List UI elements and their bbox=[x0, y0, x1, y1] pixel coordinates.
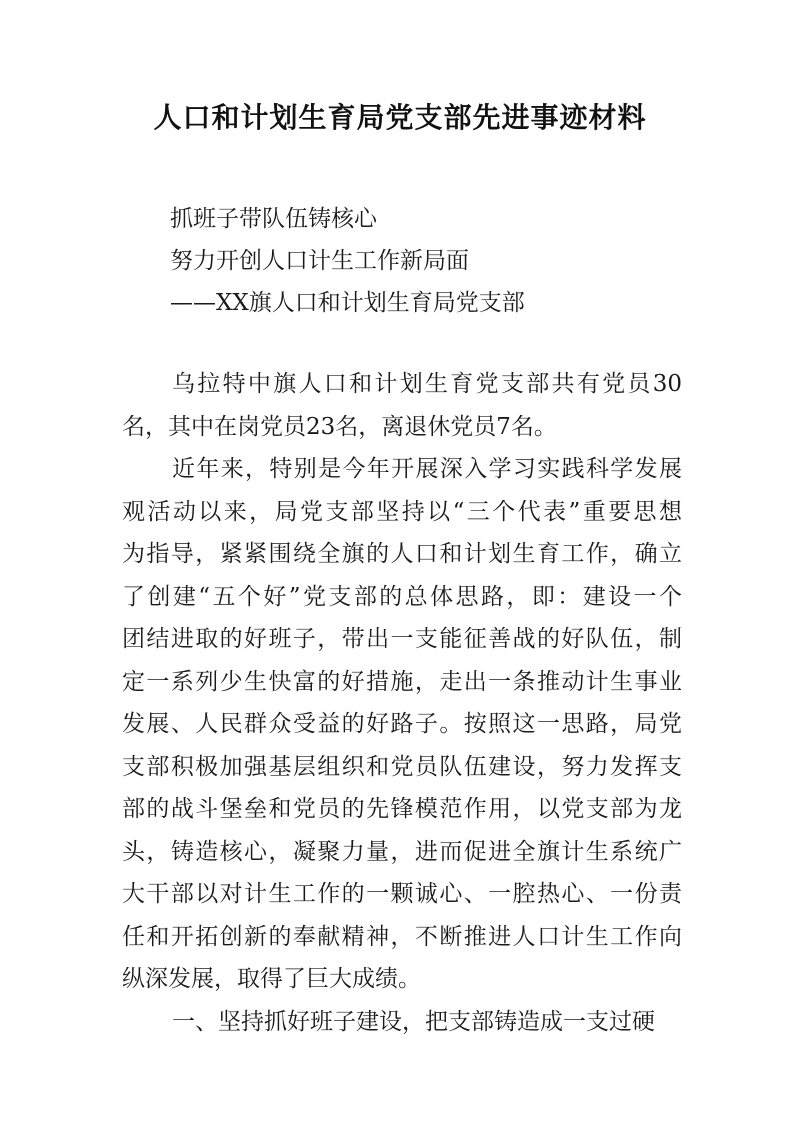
body-text bbox=[122, 363, 682, 1043]
paragraph-section-one bbox=[122, 1001, 682, 1044]
subtitle-line-3: ——XX旗人口和计划生育局党支部 bbox=[170, 290, 525, 316]
paragraph-line: 任和开拓创新的奉献精神，不断推进人口计生工作向 bbox=[122, 923, 682, 950]
paragraph-line: 名，其中在岗党员23名，离退休党员7名。 bbox=[122, 413, 557, 440]
paragraph-line: 发展、人民群众受益的好路子。按照这一思路，局党 bbox=[122, 711, 682, 737]
paragraph-line: 乌拉特中旗人口和计划生育党支部共有党员30 bbox=[172, 371, 682, 397]
paragraph-line: 近年来，特别是今年开展深入学习实践科学发展 bbox=[172, 456, 682, 482]
paragraph-line: 观活动以来，局党支部坚持以“三个代表”重要思想 bbox=[122, 498, 682, 525]
paragraph-achievements bbox=[122, 448, 682, 1001]
subtitle-line-2: 努力开创人口计生工作新局面 bbox=[170, 248, 469, 274]
paragraph-line: 定一系列少生快富的好措施，走出一条推动计生事业 bbox=[122, 668, 682, 695]
paragraph-line: 了创建“五个好”党支部的总体思路，即：建设一个 bbox=[122, 583, 682, 610]
page-title: 人口和计划生育局党支部先进事迹材料 bbox=[153, 101, 647, 134]
paragraph-line: 纵深发展，取得了巨大成绩。 bbox=[122, 966, 421, 992]
paragraph-line: 部的战斗堡垒和党员的先锋模范作用，以党支部为龙 bbox=[122, 796, 682, 822]
paragraph-membership bbox=[122, 363, 682, 448]
paragraph-line: 支部积极加强基层组织和党员队伍建设，努力发挥支 bbox=[122, 753, 682, 780]
subtitle-line-1: 抓班子带队伍铸核心 bbox=[170, 206, 377, 232]
paragraph-line: 一、坚持抓好班子建设，把支部铸造成一支过硬 bbox=[172, 1008, 655, 1035]
paragraph-line: 大干部以对计生工作的一颗诚心、一腔热心、一份责 bbox=[122, 881, 682, 907]
paragraph-line: 为指导，紧紧围绕全旗的人口和计划生育工作，确立 bbox=[122, 541, 682, 567]
subtitle-block bbox=[170, 198, 730, 324]
paragraph-line: 头，铸造核心，凝聚力量，进而促进全旗计生系统广 bbox=[122, 838, 682, 865]
paragraph-line: 团结进取的好班子，带出一支能征善战的好队伍，制 bbox=[122, 626, 682, 652]
